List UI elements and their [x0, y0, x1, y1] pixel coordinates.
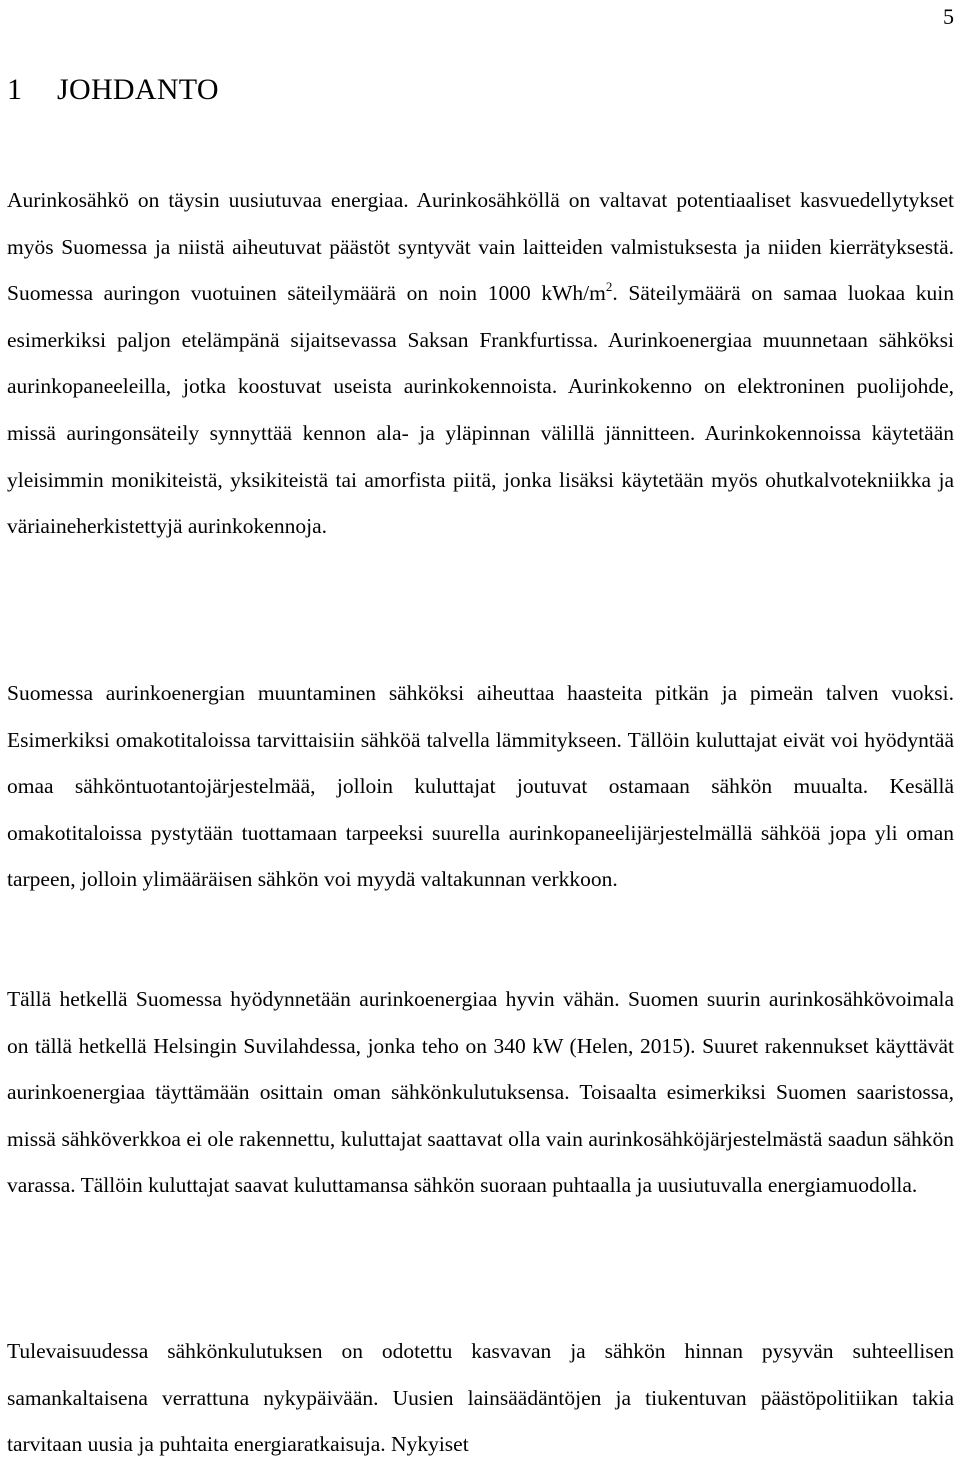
paragraph-introduction [7, 177, 954, 550]
paragraph-text: Aurinkosähkö on täysin uusiutuvaa energiaa. Aurinkosähköllä on valtavat potentiaaliset kasvuedellytykset myös Suomessa ja niistä aiheutuvat päästöt syntyvät vain laitteiden valmistuksesta ja niiden kierrätyksestä. Suomessa auringon vuotuinen säteilymäärä on noin 1000 kWh/m [7, 188, 954, 306]
paragraph-current-use: Tällä hetkellä Suomessa hyödynnetään aurinkoenergiaa hyvin vähän. Suomen suurin aurinkosähkövoimala on tällä hetkellä Helsingin Suvilahdessa, jonka teho on 340 kW (Helen, 2015). Suuret rakennukset käyttävät aurinkoenergiaa täyttämään osittain oman sähkönkulutuksensa. Toisaalta esimerkiksi Suomen saaristossa, missä sähköverkkoa ei ole rakennettu, kuluttajat saattavat olla vain aurinkosähköjärjestelmästä saadun sähkön varassa. Tällöin kuluttajat saavat kuluttamansa sähkön suoraan puhtaalla ja uusiutuvalla energiamuodolla. [7, 987, 954, 1198]
paragraph-text: . Säteilymäärä on samaa luokaa kuin esimerkiksi paljon etelämpänä sijaitsevassa Saksan Frankfurtissa. Aurinkoenergiaa muunnetaan sähköksi aurinkopaneeleilla, jotka koostuvat useista aurinkokennoista. Aurinkokenno on elektroninen puolijohde, missä auringonsäteily synnyttää kennon ala- ja yläpinnan välillä jännitteen. Aurinkokennoissa käytetään yleisimmin monikiteistä, yksikiteistä tai amorfista piitä, jonka lisäksi käytetään myös ohutkalvotekniikka ja väriaineherkistettyjä aurinkokennoja. [7, 281, 954, 539]
paragraph-future: Tulevaisuudessa sähkönkulutuksen on odotettu kasvavan ja sähkön hinnan pysyvän suhteellisen samankaltaisena verrattuna nykypäivään. Uusien lainsäädäntöjen ja tiukentuvan päästöpolitiikan takia tarvitaan uusia ja puhtaita energiaratkaisuja. Nykyiset [7, 1339, 954, 1457]
page-number: 5 [943, 4, 954, 29]
chapter-heading [7, 70, 219, 110]
chapter-number: 1 [7, 73, 23, 106]
chapter-title: JOHDANTO [57, 73, 219, 106]
superscript-exponent: 2 [605, 279, 613, 295]
paragraph-challenges: Suomessa aurinkoenergian muuntaminen sähköksi aiheuttaa haasteita pitkän ja pimeän talven vuoksi. Esimerkiksi omakotitaloissa tarvittaisiin sähköä talvella lämmitykseen. Tällöin kuluttajat eivät voi hyödyntää omaa sähköntuotantojärjestelmää, jolloin kuluttajat joutuvat ostamaan sähkön muualta. Kesällä omakotitaloissa pystytään tuottamaan tarpeeksi suurella aurinkopaneelijärjestelmällä sähköä jopa yli oman tarpeen, jolloin ylimääräisen sähkön voi myydä valtakunnan verkkoon. [7, 681, 954, 892]
